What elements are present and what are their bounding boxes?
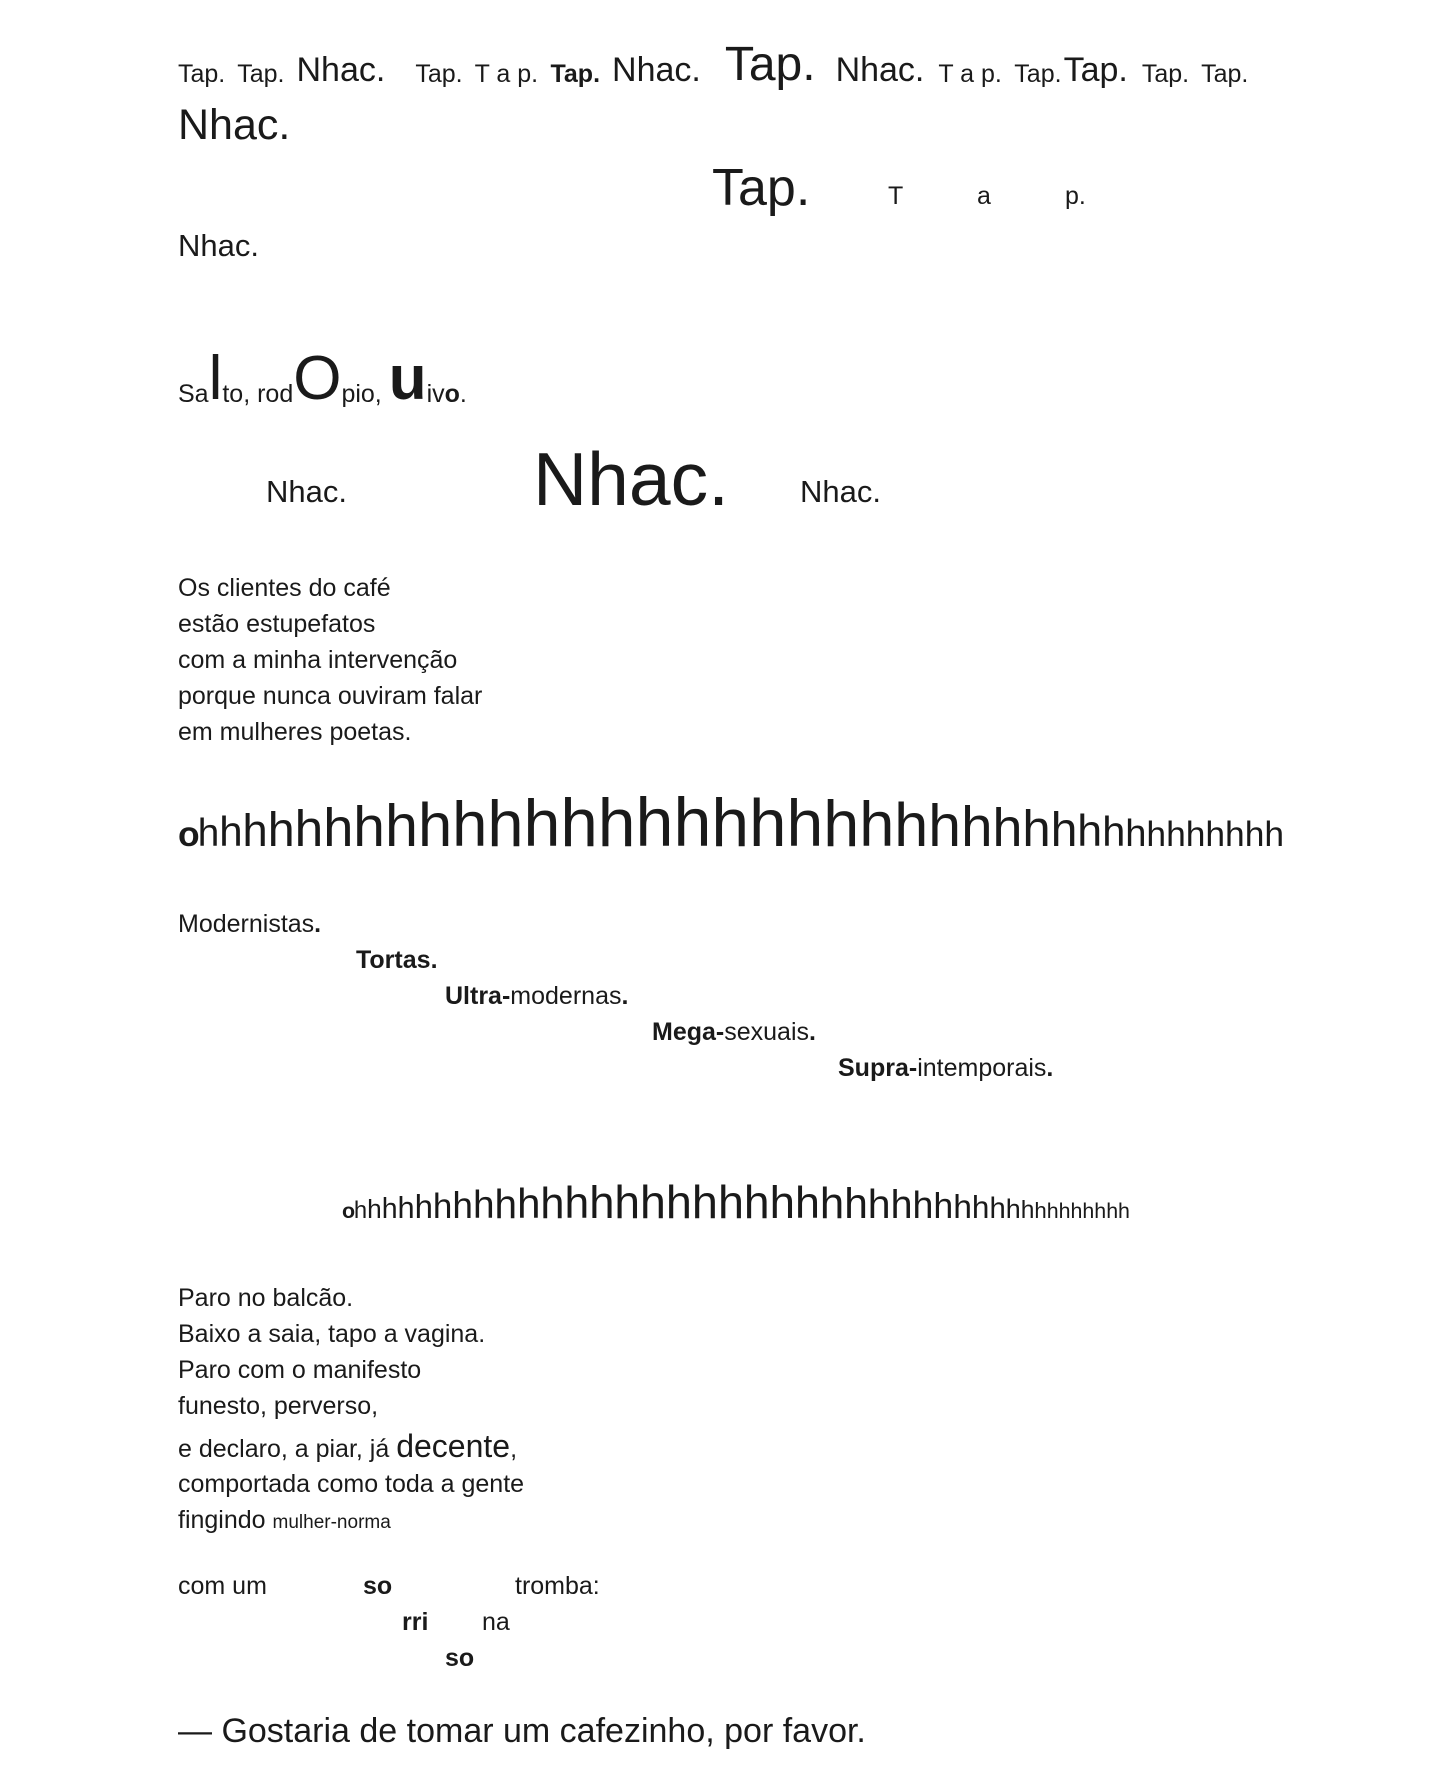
stanza-line: estão estupefatos [178,610,376,638]
tap-spaced-a: a [977,182,991,210]
stanza-line: Baixo a saia, tapo a vagina. [178,1320,486,1348]
oh-letter: h [795,1178,820,1228]
stanza-line: porque nunca ouviram falar [178,682,483,710]
cascade-mega [652,1020,816,1045]
cascade-supra [838,1056,1053,1081]
cascade-word: modernas [510,982,622,1010]
cascade-period: . [314,910,322,938]
cascade-word: intemporais [917,1054,1047,1082]
oh-letter: h [635,785,674,861]
oh-letter: h [1106,1199,1119,1223]
tap-row-word: Tap. [237,59,285,88]
salto-fragment: Sa [178,379,209,408]
cascade-bold: Supra- [838,1054,918,1082]
oh-letter: h [381,1193,398,1225]
salto-fragment: . [459,379,467,408]
oh-letter: h [418,791,453,860]
cascade-period: . [1046,1054,1054,1082]
cascade-bold: Ultra- [445,982,511,1010]
declaro-text: e declaro, a piar, já [178,1435,397,1463]
na-text: na [482,1608,510,1636]
salto-fragment: l [208,344,223,414]
oh-letter: h [473,1184,495,1227]
oh-letter: h [523,787,561,861]
oh-letter: h [953,1188,972,1226]
oh-letter: h [242,805,268,856]
oh-letter: h [819,1179,845,1228]
cascade-modernistas [178,912,321,937]
nhac-line-3: Nhac. [178,228,259,263]
cascade-tortas [356,948,438,973]
stanza-line: em mulheres poetas. [178,718,412,746]
oh-letter: h [1050,804,1078,857]
oh-letter: h [673,785,712,861]
oh-letter: h [597,786,636,861]
so-bottom-text: so [445,1644,475,1672]
cascade-ultra [445,984,628,1009]
com-um-text: com um [178,1572,267,1600]
oh-letter: h [718,1176,744,1228]
tap-row-word: Tap. [1141,59,1190,88]
tap-row-word: Tap. [550,59,601,88]
oh-letter: h [323,798,354,858]
stanza-line: funesto, perverso, [178,1392,379,1420]
oh-letter: h [1264,814,1285,854]
tap-row-word: T a p. [938,59,1002,88]
tap-row-word: Tap. [415,59,463,88]
oh-letter: h [1022,800,1051,857]
oh-letter: h [452,1185,473,1226]
cascade-word: sexuais [724,1018,809,1046]
oh-letter: h [1058,1199,1071,1223]
oh-letter: h [1118,1199,1130,1223]
mulher-norma-text: mulher-norma [272,1512,391,1533]
cascade-period: . [809,1018,816,1046]
oh-letter: h [769,1177,795,1228]
tap-spaced-p: p. [1065,182,1086,210]
tap-row-word: Tap. [1063,51,1128,90]
oh-letter: h [691,1176,718,1228]
oh-letter: h [640,1176,666,1228]
oh-letter: h [487,787,524,860]
fingindo-line [178,1508,391,1533]
oh-letter: h [1102,808,1126,855]
oh-letter: h [517,1180,541,1227]
oh-letter: h [353,795,385,859]
tromba-text: tromba: [515,1572,600,1600]
oh-letter: h [1094,1199,1107,1223]
oh-letter: h [540,1180,565,1228]
oh-letter: h [294,799,324,857]
stanza-balcao [178,1280,485,1424]
so-top-text: so [363,1572,393,1600]
oh-letter: h [1225,814,1245,854]
oh-letter: h [267,803,295,857]
fingindo-text: fingindo [178,1506,273,1534]
tap-row-word: Nhac. [835,51,925,90]
oh-letter: h [432,1187,453,1226]
oh-letter: h [961,795,993,858]
stanza-line: com a minha intervenção [178,646,458,674]
tap-row-word: Nhac. [296,51,386,90]
decente-word: decente [396,1428,511,1464]
oh-letter: h [912,1184,934,1226]
cascade-period: . [430,946,438,974]
stanza-line: Paro com o manifesto [178,1356,422,1384]
cascade-word: Modernistas [178,910,315,938]
stanza-line: Os clientes do café [178,574,391,602]
oh-letter: h [367,1194,382,1224]
rri-text: rri [402,1608,429,1636]
tap-row-word: Tap. [178,59,226,88]
oh-letter: h [452,790,488,860]
oh-letter: h [928,794,962,859]
final-line: — Gostaria de tomar um cafezinho, por favor. [178,1712,866,1750]
stanza-line: Paro no balcão. [178,1284,354,1312]
oh-letter: h [989,1192,1006,1225]
salto-fragment: O [293,344,342,414]
oh-letter: h [749,786,787,861]
declaro-line [178,1430,517,1462]
salto-fragment: iv [426,379,445,408]
cascade-bold: Tortas [356,946,431,974]
oh-letter: h [219,808,243,855]
oh-letter: h [859,790,895,860]
oh-letter: h [1205,814,1226,854]
oh-letter: h [971,1189,990,1225]
tap-row-word: Nhac. [612,51,701,90]
salto-fragment: u [388,344,427,414]
cascade-bold: Mega- [652,1018,725,1046]
oh-letter: h [1077,807,1103,856]
oh-letter: o [178,814,200,854]
tap-row-word: Tap. [1201,59,1249,88]
oh-letter: h [1070,1199,1083,1223]
oh-letter: h [1125,813,1147,855]
oh-letter: h [1244,814,1265,854]
oh-letter: h [844,1181,868,1228]
declaro-comma: , [510,1435,518,1463]
nhac-left: Nhac. [266,474,347,509]
oh-letter: h [1185,814,1206,854]
tap-spaced-t: T [888,182,904,210]
oh-letter: h [589,1177,615,1228]
oh-letter: h [665,1176,692,1228]
tap-row-word: Tap. [1014,59,1062,88]
oh-letter: h [397,1190,415,1225]
oh-letter: h [743,1176,770,1228]
oh-letter: h [614,1176,641,1228]
oh-letter: h [1020,1197,1035,1224]
oh-letter: h [197,812,220,855]
oh-letter: o [342,1199,356,1223]
oh-letter: h [867,1181,891,1227]
oh-letter: h [1166,814,1186,854]
oh-letter: h [933,1186,954,1226]
oh-letter: h [385,792,418,859]
oh-letter: h [1146,814,1167,854]
oh-letter: h [414,1188,433,1225]
tap-row-word: T a p. [474,59,539,88]
oh-letter: h [1046,1199,1059,1223]
nhac-line-2: Nhac. [178,101,291,149]
tap-row-word: Tap. [724,37,816,91]
oh-letter: h [1082,1199,1095,1223]
oh-letter: h [560,786,598,861]
oh-letter: h [894,791,929,859]
comportada-line: comportada como toda a gente [178,1470,525,1498]
oh-letter: h [1005,1194,1021,1224]
oh-letter: h [786,787,824,861]
oh-letter: h [1034,1198,1047,1223]
oh-letter: h [353,1197,368,1224]
oh-letter: h [711,786,750,861]
cascade-period: . [621,982,629,1010]
oh-letter: h [890,1183,913,1227]
oh-letter: h [992,798,1023,858]
nhac-huge: Nhac. [533,437,729,521]
tap-big: Tap. [712,159,811,217]
salto-fragment: pio, [341,379,389,408]
oh-letter: h [823,787,860,860]
salto-fragment: o [444,379,460,408]
oh-letter: h [564,1179,590,1228]
salto-fragment: to, rod [222,379,294,408]
nhac-right: Nhac. [800,474,881,509]
oh-letter: h [494,1181,518,1227]
